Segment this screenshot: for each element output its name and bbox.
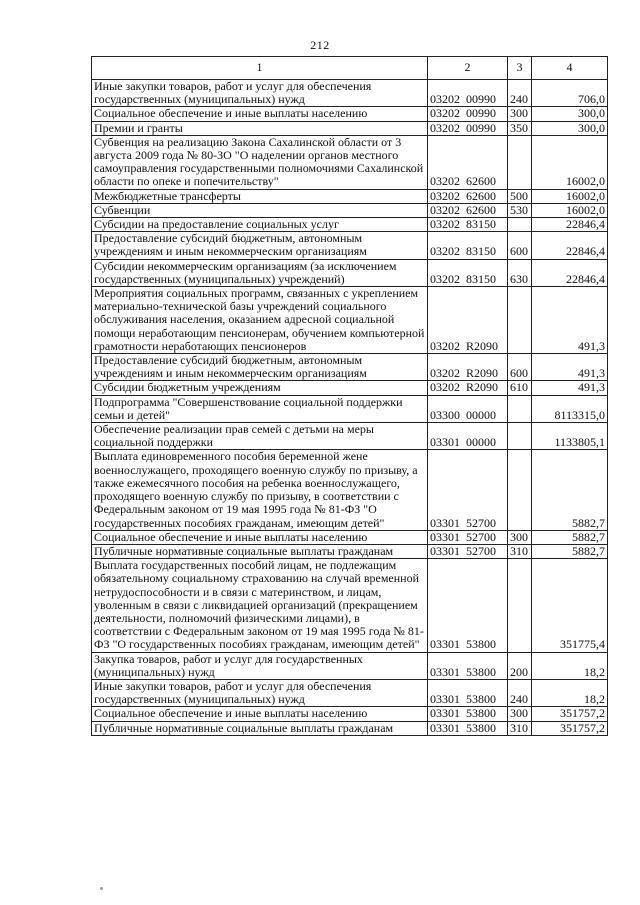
row-target-code: 03202 62600 xyxy=(428,203,508,217)
table-row xyxy=(92,80,608,107)
table-row xyxy=(92,203,608,217)
row-expense-type xyxy=(508,423,532,450)
row-target-code: 03202 00990 xyxy=(428,107,508,121)
row-target-code: 03301 00000 xyxy=(428,423,508,450)
row-name: Подпрограмма "Совершенствование социальной поддержки семьи и детей" xyxy=(92,395,428,422)
row-sum: 706,0 xyxy=(532,80,608,107)
row-name: Обеспечение реализации прав семей с детьми на меры социальной поддержки xyxy=(92,423,428,450)
scan-speck xyxy=(100,887,103,890)
row-sum: 351757,2 xyxy=(532,707,608,721)
row-name: Мероприятия социальных программ, связанных с укреплением материально-технической базы учреждений социального обслуживания населения, оказанием адресной социальной помощи неработающим пенсионерам, обучением компьютерной грамотности неработающих пенсионеров xyxy=(92,287,428,354)
row-name: Премии и гранты xyxy=(92,121,428,135)
table-row xyxy=(92,530,608,544)
row-name: Выплата государственных пособий лицам, не подлежащим обязательному социальному страхованию на случай временной нетрудоспособности и в связи с материнством, и лицам, уволенным в связи с ликвидацией организаций (прекращением деятельности, полномочий физическими лицами), в соответствии с Федеральным законом от 19 мая 1995 года № 81-ФЗ "О государственных пособиях гражданам, имеющим детей" xyxy=(92,559,428,652)
row-sum: 16002,0 xyxy=(532,135,608,189)
table-row xyxy=(92,544,608,558)
row-expense-type: 300 xyxy=(508,107,532,121)
row-name: Иные закупки товаров, работ и услуг для обеспечения государственных (муниципальных) нужд xyxy=(92,679,428,706)
row-sum: 1133805,1 xyxy=(532,423,608,450)
row-target-code: 03202 R2090 xyxy=(428,287,508,354)
row-target-code: 03301 52700 xyxy=(428,530,508,544)
table-header-row xyxy=(92,57,608,80)
table-row xyxy=(92,218,608,232)
row-target-code: 03202 00990 xyxy=(428,121,508,135)
row-target-code: 03202 R2090 xyxy=(428,354,508,381)
row-sum: 300,0 xyxy=(532,121,608,135)
table-row xyxy=(92,721,608,735)
row-sum: 491,3 xyxy=(532,287,608,354)
row-target-code: 03300 00000 xyxy=(428,395,508,422)
row-target-code: 03301 53800 xyxy=(428,652,508,679)
row-name: Социальное обеспечение и иные выплаты населению xyxy=(92,707,428,721)
row-sum: 5882,7 xyxy=(532,544,608,558)
table-row xyxy=(92,707,608,721)
table-row xyxy=(92,450,608,530)
row-sum: 16002,0 xyxy=(532,189,608,203)
table-row xyxy=(92,287,608,354)
row-expense-type: 350 xyxy=(508,121,532,135)
row-expense-type: 500 xyxy=(508,189,532,203)
row-target-code: 03301 52700 xyxy=(428,450,508,530)
table-row xyxy=(92,121,608,135)
table-row xyxy=(92,107,608,121)
row-expense-type: 310 xyxy=(508,544,532,558)
row-name: Публичные нормативные социальные выплаты гражданам xyxy=(92,721,428,735)
column-header-sum: 4 xyxy=(532,57,608,80)
budget-table xyxy=(91,56,608,736)
row-name: Субвенции xyxy=(92,203,428,217)
table-row xyxy=(92,652,608,679)
row-target-code: 03202 83150 xyxy=(428,232,508,259)
row-sum: 16002,0 xyxy=(532,203,608,217)
column-header-subcode: 3 xyxy=(508,57,532,80)
row-expense-type: 630 xyxy=(508,259,532,286)
row-name: Субсидии бюджетным учреждениям xyxy=(92,381,428,395)
row-expense-type: 300 xyxy=(508,530,532,544)
table-row xyxy=(92,259,608,286)
row-sum: 351757,2 xyxy=(532,721,608,735)
row-expense-type: 530 xyxy=(508,203,532,217)
row-target-code: 03301 52700 xyxy=(428,544,508,558)
column-header-name: 1 xyxy=(92,57,428,80)
row-expense-type: 300 xyxy=(508,707,532,721)
table-row xyxy=(92,679,608,706)
row-sum: 8113315,0 xyxy=(532,395,608,422)
table-row xyxy=(92,354,608,381)
row-name: Предоставление субсидий бюджетным, автономным учреждениям и иным некоммерческим организациям xyxy=(92,232,428,259)
row-expense-type xyxy=(508,218,532,232)
row-target-code: 03202 62600 xyxy=(428,135,508,189)
row-sum: 18,2 xyxy=(532,679,608,706)
row-expense-type: 600 xyxy=(508,232,532,259)
row-target-code: 03202 00990 xyxy=(428,80,508,107)
row-target-code: 03202 R2090 xyxy=(428,381,508,395)
row-name: Публичные нормативные социальные выплаты гражданам xyxy=(92,544,428,558)
row-name: Межбюджетные трансферты xyxy=(92,189,428,203)
row-name: Иные закупки товаров, работ и услуг для обеспечения государственных (муниципальных) нужд xyxy=(92,80,428,107)
table-row xyxy=(92,395,608,422)
row-expense-type: 310 xyxy=(508,721,532,735)
row-target-code: 03202 62600 xyxy=(428,189,508,203)
page-number: 212 xyxy=(310,38,330,52)
row-expense-type: 600 xyxy=(508,354,532,381)
table-row xyxy=(92,381,608,395)
row-expense-type xyxy=(508,395,532,422)
row-name: Социальное обеспечение и иные выплаты населению xyxy=(92,107,428,121)
row-name: Выплата единовременного пособия беременной жене военнослужащего, проходящего военную службу по призыву, а также ежемесячного пособия на ребенка военнослужащего, проходящего военную службу по призыву, в соответствии с Федеральным законом от 19 мая 1995 года № 81-ФЗ "О государственных пособиях гражданам, имеющим детей" xyxy=(92,450,428,530)
table-row xyxy=(92,559,608,652)
row-expense-type: 240 xyxy=(508,679,532,706)
row-sum: 5882,7 xyxy=(532,530,608,544)
row-sum: 491,3 xyxy=(532,381,608,395)
row-sum: 18,2 xyxy=(532,652,608,679)
row-expense-type: 610 xyxy=(508,381,532,395)
row-sum: 351775,4 xyxy=(532,559,608,652)
row-expense-type: 200 xyxy=(508,652,532,679)
row-target-code: 03202 83150 xyxy=(428,218,508,232)
table-row xyxy=(92,423,608,450)
table-row xyxy=(92,135,608,189)
row-target-code: 03202 83150 xyxy=(428,259,508,286)
row-sum: 300,0 xyxy=(532,107,608,121)
row-expense-type: 240 xyxy=(508,80,532,107)
row-sum: 22846,4 xyxy=(532,232,608,259)
row-expense-type xyxy=(508,450,532,530)
row-sum: 5882,7 xyxy=(532,450,608,530)
column-header-code: 2 xyxy=(428,57,508,80)
table-row xyxy=(92,189,608,203)
row-sum: 22846,4 xyxy=(532,218,608,232)
row-sum: 22846,4 xyxy=(532,259,608,286)
row-name: Субсидии некоммерческим организациям (за исключением государственных (муниципальных) учреждений) xyxy=(92,259,428,286)
row-target-code: 03301 53800 xyxy=(428,707,508,721)
row-name: Закупка товаров, работ и услуг для государственных (муниципальных) нужд xyxy=(92,652,428,679)
row-target-code: 03301 53800 xyxy=(428,559,508,652)
row-target-code: 03301 53800 xyxy=(428,679,508,706)
row-expense-type xyxy=(508,287,532,354)
table-row xyxy=(92,232,608,259)
row-expense-type xyxy=(508,559,532,652)
row-name: Социальное обеспечение и иные выплаты населению xyxy=(92,530,428,544)
row-sum: 491,3 xyxy=(532,354,608,381)
row-name: Субсидии на предоставление социальных услуг xyxy=(92,218,428,232)
row-target-code: 03301 53800 xyxy=(428,721,508,735)
row-name: Субвенция на реализацию Закона Сахалинской области от 3 августа 2009 года № 80-ЗО "О наделении органов местного самоуправления государственными полномочиями Сахалинской области по опеке и попечительству" xyxy=(92,135,428,189)
row-name: Предоставление субсидий бюджетным, автономным учреждениям и иным некоммерческим организациям xyxy=(92,354,428,381)
row-expense-type xyxy=(508,135,532,189)
